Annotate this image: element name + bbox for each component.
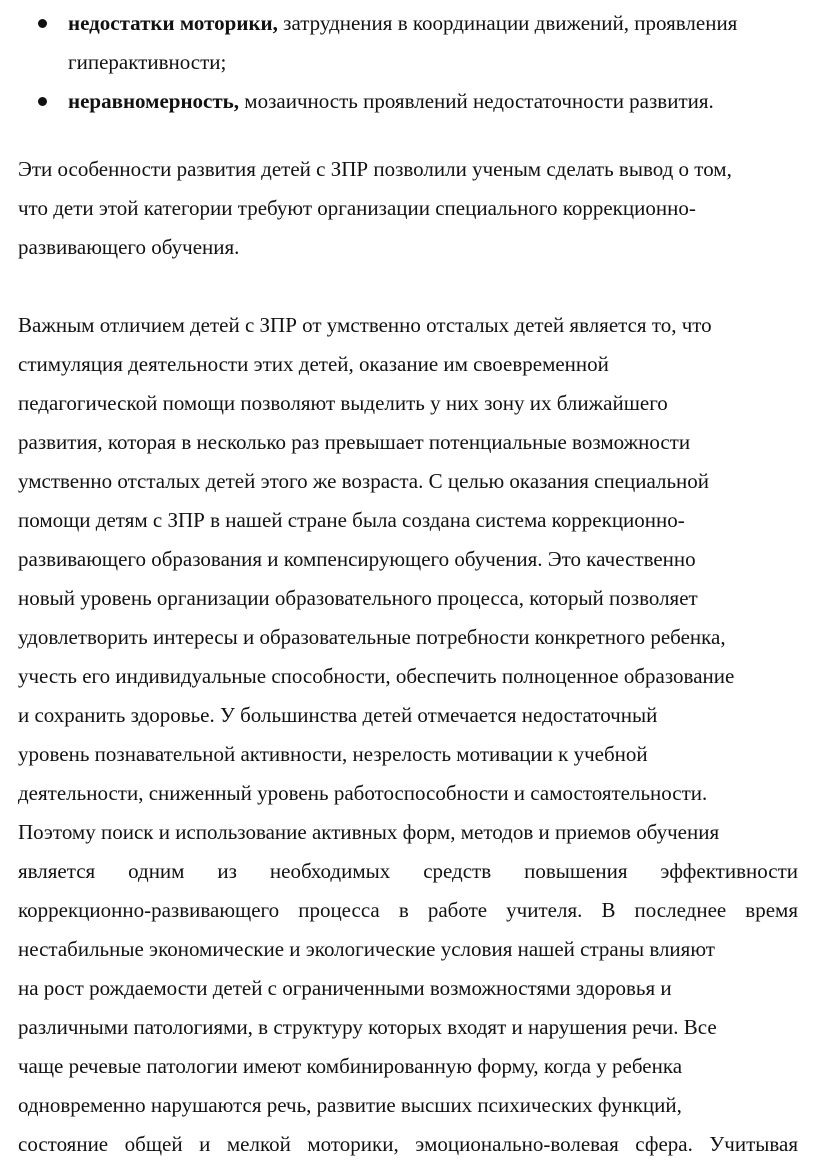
bullet-text: затруднения в координации движений, проявления xyxy=(277,11,738,35)
paragraph-line: развивающего обучения. xyxy=(18,235,240,259)
paragraph-line: коррекционно-развивающего процесса в работе учителя. В последнее время xyxy=(18,898,798,922)
paragraph-line: состояние общей и мелкой моторики, эмоционально-волевая сфера. Учитывая xyxy=(18,1132,798,1156)
bullet-line: гиперактивности; xyxy=(68,50,227,74)
paragraph-line: и сохранить здоровье. У большинства детей отмечается недостаточный xyxy=(18,703,658,727)
paragraph-line: Эти особенности развития детей с ЗПР позволили ученым сделать вывод о том, xyxy=(18,157,732,181)
paragraph-line: одновременно нарушаются речь, развитие высших психических функций, xyxy=(18,1093,682,1117)
bullet-line xyxy=(68,4,737,43)
paragraph-line: деятельности, сниженный уровень работоспособности и самостоятельности. xyxy=(18,781,708,805)
paragraph-line: новый уровень организации образовательного процесса, который позволяет xyxy=(18,586,698,610)
paragraph-line: стимуляция деятельности этих детей, оказание им своевременной xyxy=(18,352,609,376)
paragraph-line: на рост рождаемости детей с ограниченными возможностями здоровья и xyxy=(18,976,672,1000)
paragraph-line: Поэтому поиск и использование активных форм, методов и приемов обучения xyxy=(18,820,720,844)
paragraph-line: нестабильные экономические и экологические условия нашей страны влияют xyxy=(18,937,715,961)
bullet-bold-term: неравномерность, xyxy=(68,89,240,113)
paragraph-line: развивающего образования и компенсирующего обучения. Это качественно xyxy=(18,547,696,571)
bullet-icon xyxy=(38,97,47,106)
paragraph-line: развития, которая в несколько раз превышает потенциальные возможности xyxy=(18,430,691,454)
bullet-item-unevenness xyxy=(18,82,808,121)
bullet-text: мозаичность проявлений недостаточности развития. xyxy=(239,89,714,113)
bullet-line xyxy=(68,82,714,121)
paragraph-line: уровень познавательной активности, незрелость мотивации к учебной xyxy=(18,742,648,766)
paragraph-line: Важным отличием детей с ЗПР от умственно отсталых детей является то, что xyxy=(18,313,712,337)
paragraph-line: педагогической помощи позволяют выделить у них зону их ближайшего xyxy=(18,391,668,415)
paragraph-line: различными патологиями, в структуру которых входят и нарушения речи. Все xyxy=(18,1015,717,1039)
paragraph-line: умственно отсталых детей этого же возраста. С целью оказания специальной xyxy=(18,469,710,493)
paragraph-line: учесть его индивидуальные способности, обеспечить полноценное образование xyxy=(18,664,735,688)
paragraph-line: чаще речевые патологии имеют комбинированную форму, когда у ребенка xyxy=(18,1054,683,1078)
paragraph-line: помощи детям с ЗПР в нашей стране была создана система коррекционно- xyxy=(18,508,685,532)
paragraph-line: что дети этой категории требуют организации специального коррекционно- xyxy=(18,196,696,220)
bullet-bold-term: недостатки моторики, xyxy=(68,11,278,35)
bullet-item-motor-deficits xyxy=(18,4,808,82)
paragraph-line: является одним из необходимых средств повышения эффективности xyxy=(18,859,798,883)
paragraph-line: удовлетворить интересы и образовательные потребности конкретного ребенка, xyxy=(18,625,726,649)
bullet-icon xyxy=(38,19,47,28)
